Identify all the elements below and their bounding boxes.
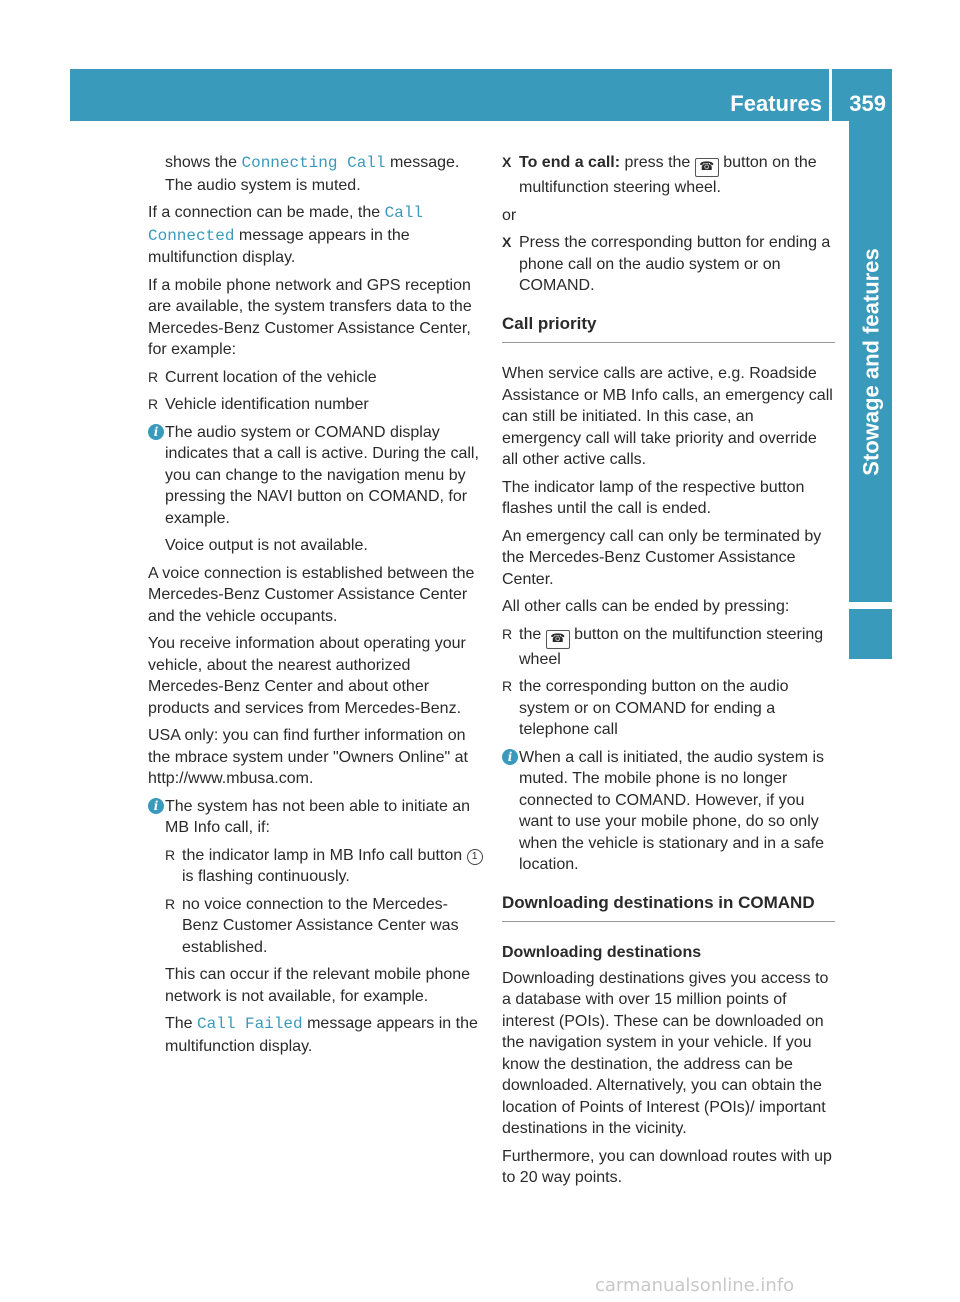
header-bar	[70, 69, 892, 121]
left-column	[148, 152, 483, 1063]
paragraph: or	[502, 206, 517, 224]
section-heading: Call priority	[502, 313, 835, 344]
side-block	[849, 609, 892, 659]
paragraph: Furthermore, you can download routes with up to 20 way points.	[502, 1147, 832, 1186]
instruction-step: X To end a call: press the ☎ button on the multifunction steering wheel.	[502, 152, 835, 199]
paragraph: If a connection can be made, the Call Connected message appears in the multifunction display.	[148, 204, 424, 266]
paragraph: Downloading destinations gives you access to a database with over 15 million points of interest (POIs). These can be downloaded on the navigation system in your vehicle. If you know the destination, the address can be downloaded. Alternatively, you can obtain the location of Points of Interest (POIs)/ important destinations in the vicinity.	[502, 969, 829, 1137]
right-column	[502, 152, 835, 1195]
instruction-step: X Press the corresponding button for ending a phone call on the audio system or on COMAND.	[502, 232, 835, 297]
paragraph: You receive information about operating your vehicle, about the nearest authorized Mercedes-Benz Center and about other products and services from Mercedes-Benz.	[148, 635, 466, 717]
callout-number: 1	[467, 849, 483, 865]
paragraph: An emergency call can only be terminated by the Mercedes-Benz Customer Assistance Center.	[502, 527, 822, 588]
list-item: R no voice connection to the Mercedes-Benz Customer Assistance Center was established.	[165, 894, 483, 959]
page-number: 359	[849, 91, 886, 116]
paragraph: Voice output is not available.	[165, 537, 368, 554]
sub-heading: Downloading destinations	[502, 944, 702, 961]
paragraph: A voice connection is established between the Mercedes-Benz Customer Assistance Center and the vehicle occupants.	[148, 564, 475, 625]
display-message: Connecting Call	[241, 154, 386, 172]
info-icon: i	[148, 424, 164, 440]
phone-hang-up-icon: ☎	[546, 630, 570, 649]
chapter-name: Stowage and features	[857, 247, 883, 476]
list-item: R Current location of the vehicle	[148, 367, 483, 389]
paragraph: All other calls can be ended by pressing:	[502, 598, 790, 615]
info-icon: i	[148, 798, 164, 814]
info-note: i The system has not been able to initiate an MB Info call, if:	[148, 796, 483, 839]
display-message: Call Failed	[197, 1015, 303, 1033]
display-message: Call Connected	[148, 204, 424, 245]
info-icon: i	[502, 749, 518, 765]
header-divider	[829, 69, 832, 121]
paragraph: The indicator lamp of the respective button flashes until the call is ended.	[502, 478, 805, 517]
paragraph: When service calls are active, e.g. Roadside Assistance or MB Info calls, an emergency call can still be initiated. In this case, an emergency call will take priority and override all other active calls.	[502, 365, 833, 468]
phone-hang-up-icon: ☎	[695, 158, 719, 177]
paragraph: This can occur if the relevant mobile phone network is not available, for example.	[165, 966, 471, 1005]
info-note: i The audio system or COMAND display indicates that a call is active. During the call, you can change to the navigation menu by pressing the NAVI button on COMAND, for example.	[148, 422, 483, 530]
paragraph: The Call Failed message appears in the multifunction display.	[165, 1015, 478, 1055]
paragraph: shows the Connecting Call message. The audio system is muted.	[165, 154, 460, 194]
paragraph: If a mobile phone network and GPS reception are available, the system transfers data to the Mercedes-Benz Customer Assistance Center, for example:	[148, 276, 472, 358]
list-item: R the ☎ button on the multifunction steering wheel	[502, 624, 835, 671]
section-title: Features	[730, 91, 822, 116]
section-heading: Downloading destinations in COMAND	[502, 892, 835, 923]
list-item: R the corresponding button on the audio system or on COMAND for ending a telephone call	[502, 676, 835, 741]
watermark: carmanualsonline.info	[595, 1275, 795, 1296]
info-note: i When a call is initiated, the audio system is muted. The mobile phone is no longer connected to COMAND. However, if you want to use your mobile phone, do so only when the vehicle is stationary and in a safe location.	[502, 747, 835, 876]
side-tab-label	[849, 121, 892, 602]
list-item: R Vehicle identification number	[148, 394, 483, 416]
list-item: R the indicator lamp in MB Info call button 1 is flashing continuously.	[165, 845, 483, 888]
paragraph: USA only: you can find further information on the mbrace system under "Owners Online" at http://www.mbusa.com.	[148, 727, 468, 787]
